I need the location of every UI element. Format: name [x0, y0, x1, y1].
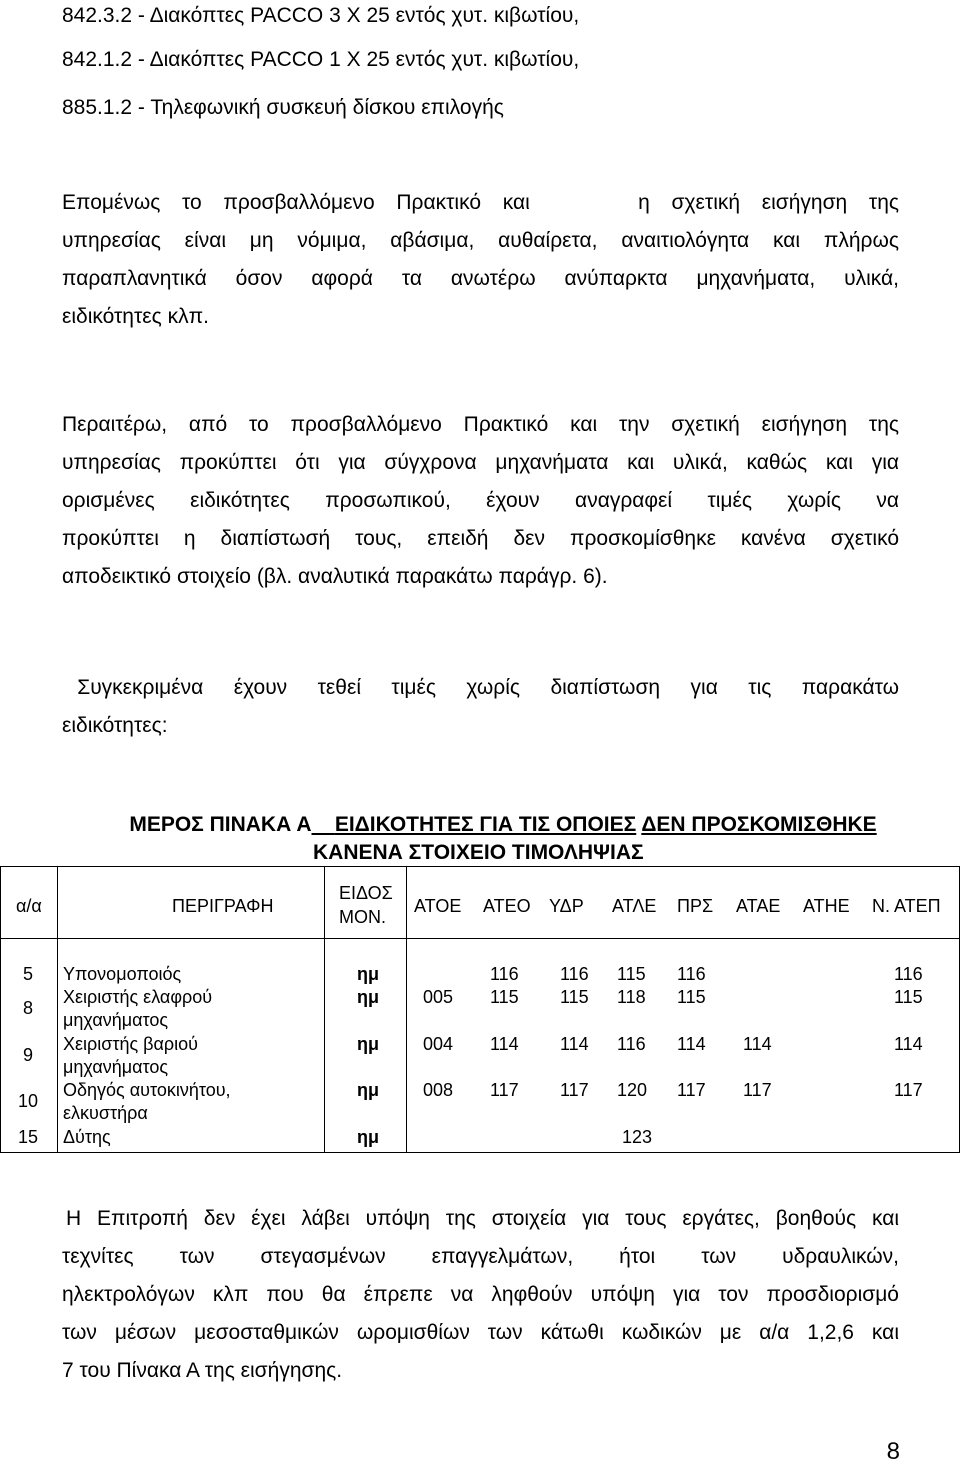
cell-prs: 115 — [677, 987, 706, 1007]
paragraph-line: ειδικότητες: — [62, 714, 168, 737]
table-title — [0, 812, 960, 837]
intro-list-item: 842.1.2 - Διακόπτες PACCO 1 X 25 εντός χυτ. κιβωτίου, — [62, 48, 580, 71]
col-header-atle: ΑΤΛΕ — [612, 896, 657, 916]
table-title-part: ΕΙΔΙΚΟΤΗΤΕΣ ΓΙΑ ΤΙΣ ΟΠΟΙΕΣ — [334, 813, 637, 836]
cell-unit: ημ — [357, 964, 380, 984]
cell-atle: 118 — [617, 987, 646, 1007]
cell-ateo: 115 — [490, 987, 519, 1007]
cell-ydr: 117 — [560, 1080, 589, 1100]
paragraph-line: ηλεκτρολόγων κλπ που θα έπρεπε να ληφθούν υπόψη για τον προσδιορισμό — [62, 1283, 899, 1306]
col-header-unit: ΕΙΔΟΣ — [339, 883, 393, 903]
paragraph-line: Η Επιτροπή δεν έχει λάβει υπόψη της στοιχεία για τους εργάτες, βοηθούς και — [66, 1207, 899, 1230]
cell-ydr: 115 — [560, 987, 589, 1007]
cell-atoe: 005 — [423, 987, 454, 1007]
table-bottom-rule — [0, 1152, 960, 1153]
cell-n-atep: 114 — [894, 1034, 923, 1054]
paragraph-line: τεχνίτες των στεγασμένων επαγγελμάτων, ήτοι των υδραυλικών, — [62, 1245, 899, 1268]
col-header-description: ΠΕΡΙΓΡΑΦΗ — [172, 896, 274, 916]
paragraph-line: ορισμένες ειδικότητες προσωπικού, έχουν αναγραφεί τιμές χωρίς να — [62, 489, 899, 512]
cell-atoe: 008 — [423, 1080, 454, 1100]
col-header-atoe: ΑΤΟΕ — [414, 896, 462, 916]
col-header-ydr: ΥΔΡ — [549, 896, 584, 916]
cell-ydr: 114 — [560, 1034, 589, 1054]
table-top-rule — [0, 866, 960, 867]
table-title-part: ΔΕΝ ΠΡΟΣΚΟΜΙΣΘΗΚΕ — [641, 813, 877, 836]
table-col-divider — [324, 866, 325, 1153]
paragraph-4 — [62, 1200, 899, 1390]
intro-list-item: 842.3.2 - Διακόπτες PACCO 3 X 25 εντός χυτ. κιβωτίου, — [62, 4, 580, 27]
cell-description: μηχανήματος — [63, 1057, 169, 1077]
cell-atle: 123 — [622, 1127, 653, 1147]
paragraph-2 — [62, 406, 899, 596]
col-header-unit: ΜΟΝ. — [339, 907, 386, 927]
cell-description: ελκυστήρα — [63, 1103, 148, 1123]
cell-ateo: 114 — [490, 1034, 519, 1054]
paragraph-line: παραπλανητικά όσον αφορά τα ανωτέρω ανύπαρκτα μηχανήματα, υλικά, — [62, 267, 899, 290]
paragraph-line: ειδικότητες κλπ. — [62, 305, 209, 328]
cell-n-atep: 116 — [894, 964, 923, 984]
cell-unit: ημ — [357, 1034, 380, 1054]
table-title-part: ΜΕΡΟΣ ΠΙΝΑΚΑ Α — [129, 813, 312, 836]
cell-prs: 114 — [677, 1034, 706, 1054]
intro-list-item: 885.1.2 - Τηλεφωνική συσκευή δίσκου επιλογής — [62, 96, 504, 119]
paragraph-line: υπηρεσίας προκύπτει ότι για σύγχρονα μηχανήματα και υλικά, καθώς και για — [62, 451, 899, 474]
paragraph-line: υπηρεσίας είναι μη νόμιμα, αβάσιμα, αυθαίρετα, αναιτιολόγητα και πλήρως — [62, 229, 899, 252]
cell-atoe: 004 — [423, 1034, 454, 1054]
col-header-atae: ΑΤΑΕ — [736, 896, 781, 916]
cell-description: Χειριστής ελαφρού — [63, 987, 213, 1007]
paragraph-line: Επομένως το προσβαλλόμενο Πρακτικό και η σχετική εισήγηση της — [62, 191, 899, 214]
cell-aa: 10 — [18, 1091, 39, 1111]
col-header-prs: ΠΡΣ — [677, 896, 714, 916]
paragraph-line: Συγκεκριμένα έχουν τεθεί τιμές χωρίς διαπίστωση για τις παρακάτω — [62, 676, 899, 699]
paragraph-3 — [62, 669, 899, 745]
cell-n-atep: 115 — [894, 987, 923, 1007]
col-header-ateo: ΑΤΕΟ — [483, 896, 531, 916]
paragraph-line: των μέσων μεσοσταθμικών ωρομισθίων των κάτωθι κωδικών με α/α 1,2,6 και — [62, 1321, 899, 1344]
cell-aa: 8 — [23, 998, 34, 1018]
cell-description: μηχανήματος — [63, 1010, 169, 1030]
cell-ydr: 116 — [560, 964, 589, 984]
cell-description: Υπονομοποιός — [63, 964, 182, 984]
cell-n-atep: 117 — [894, 1080, 923, 1100]
cell-unit: ημ — [357, 987, 380, 1007]
table-left-border — [0, 866, 1, 1153]
cell-unit: ημ — [357, 1127, 380, 1147]
cell-atae: 114 — [743, 1034, 772, 1054]
paragraph-1 — [62, 184, 899, 336]
cell-description: Οδηγός αυτοκινήτου, — [63, 1080, 231, 1100]
table-col-divider — [57, 866, 58, 1153]
col-header-aa: α/α — [16, 896, 42, 916]
cell-atae: 117 — [743, 1080, 772, 1100]
table-title-spacer — [312, 813, 335, 836]
cell-description: Δύτης — [63, 1127, 111, 1147]
cell-unit: ημ — [357, 1080, 380, 1100]
cell-aa: 5 — [23, 964, 34, 984]
table-header-rule — [0, 938, 960, 939]
paragraph-line: Περαιτέρω, από το προσβαλλόμενο Πρακτικό και την σχετική εισήγηση της — [62, 413, 899, 436]
cell-atle: 120 — [617, 1080, 648, 1100]
cell-ateo: 116 — [490, 964, 519, 984]
table-col-divider — [406, 866, 407, 1153]
cell-prs: 117 — [677, 1080, 706, 1100]
cell-aa: 9 — [23, 1045, 34, 1065]
cell-aa: 15 — [18, 1127, 39, 1147]
col-header-athe: ΑΤΗΕ — [803, 896, 850, 916]
cell-ateo: 117 — [490, 1080, 519, 1100]
cell-atle: 115 — [617, 964, 646, 984]
cell-description: Χειριστής βαριού — [63, 1034, 199, 1054]
paragraph-line: 7 του Πίνακα Α της εισήγησης. — [62, 1359, 343, 1382]
paragraph-line: προκύπτει η διαπίστωσή τους, επειδή δεν προσκομίσθηκε κανένα σχετικό — [62, 527, 899, 550]
page-number: 8 — [886, 1438, 900, 1465]
table-title-line-2: ΚΑΝΕΝΑ ΣΤΟΙΧΕΙΟ ΤΙΜΟΛΗΨΙΑΣ — [313, 841, 644, 864]
col-header-n-atep: Ν. ΑΤΕΠ — [872, 896, 941, 916]
paragraph-line: αποδεικτικό στοιχείο (βλ. αναλυτικά παρακάτω παράγρ. 6). — [62, 565, 608, 588]
cell-prs: 116 — [677, 964, 706, 984]
cell-atle: 116 — [617, 1034, 646, 1054]
